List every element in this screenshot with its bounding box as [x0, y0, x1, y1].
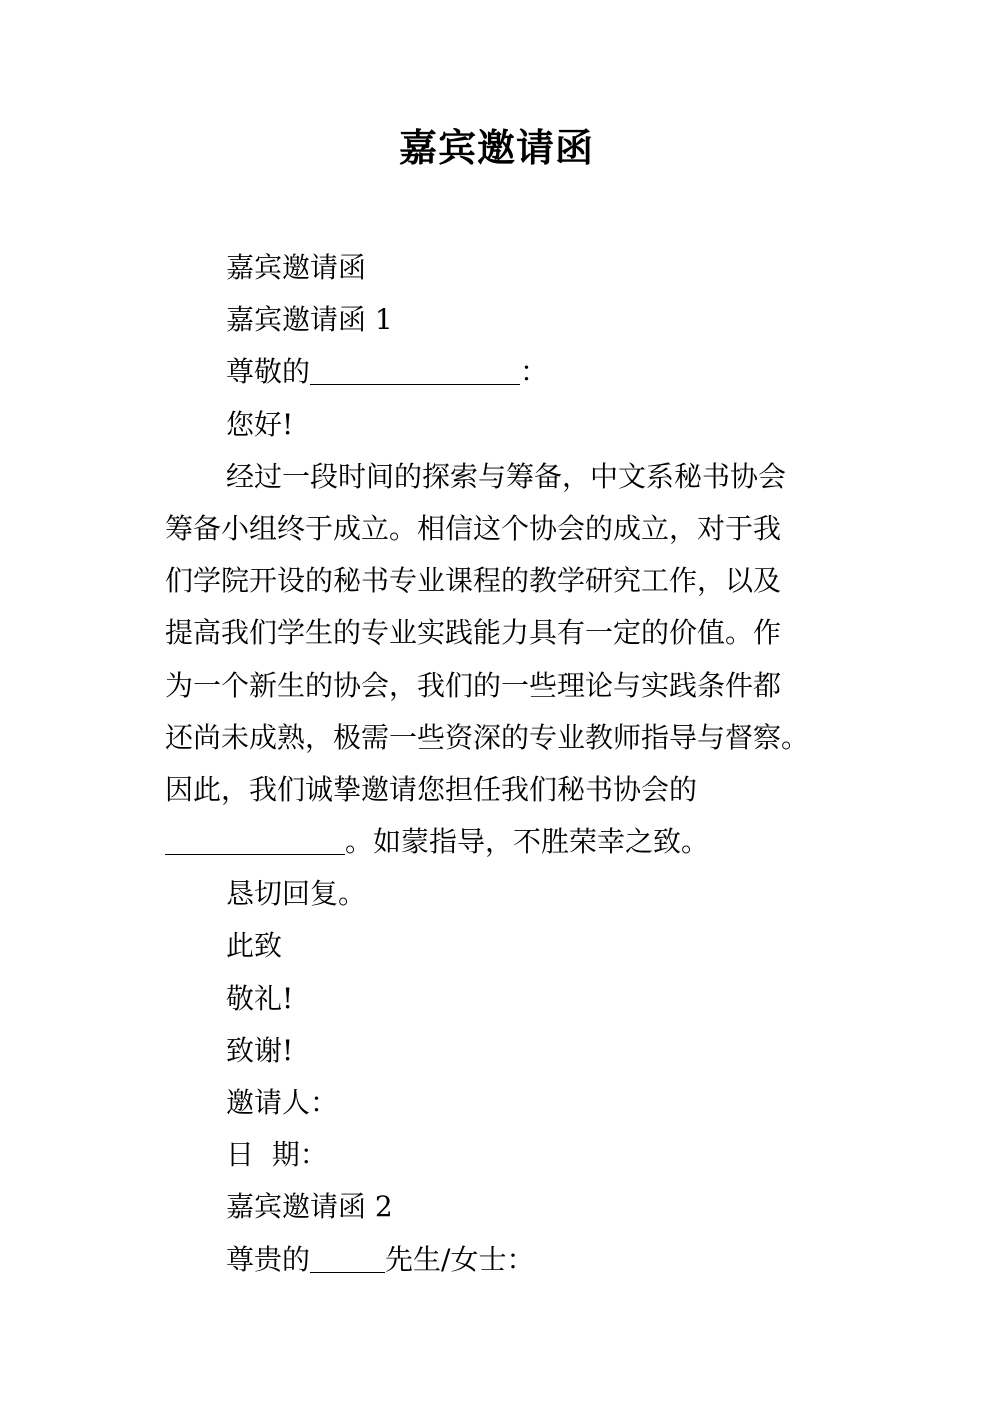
paragraph-line-8 [165, 816, 845, 868]
name-blank-2 [310, 1242, 385, 1273]
paragraph-line-4: 提高我们学生的专业实践能力具有一定的价值。作 [165, 616, 782, 650]
document-body [165, 242, 845, 1286]
closing-line-1: 此致 [226, 929, 283, 963]
reply-line: 恳切回复。 [226, 877, 367, 911]
paragraph-line-5: 为一个新生的协会，我们的一些理论与实践条件都 [165, 668, 782, 702]
date-line: 日 期： [226, 1138, 328, 1172]
salutation-line [165, 346, 845, 398]
position-blank [165, 824, 345, 855]
paragraph-line-6: 还尚未成熟，极需一些资深的专业教师指导与督察。 [165, 720, 810, 754]
paragraph-line-7: 因此，我们诚挚邀请您担任我们秘书协会的 [165, 772, 698, 806]
salutation-2-line [165, 1234, 845, 1286]
closing-line-2: 敬礼! [226, 981, 294, 1015]
paragraph-line-1: 经过一段时间的探索与筹备，中文系秘书协会 [226, 459, 787, 493]
subheading-2-line: 嘉宾邀请函 2 [226, 1190, 393, 1224]
document-title: 嘉宾邀请函 [398, 125, 594, 170]
subheading-1-line: 嘉宾邀请函 1 [226, 303, 393, 337]
inviter-line: 邀请人： [226, 1086, 339, 1119]
paragraph-line-3: 们学院开设的秘书专业课程的教学研究工作，以及 [165, 564, 782, 598]
salutation-suffix: ： [520, 355, 549, 389]
greeting-line: 您好! [226, 407, 294, 441]
closing-line-3: 致谢! [226, 1033, 294, 1067]
paragraph-line-8-suffix: 。如蒙指导，不胜荣幸之致。 [345, 825, 710, 859]
salutation-2-suffix: 先生/女士： [385, 1242, 535, 1276]
name-blank [310, 354, 520, 385]
heading-line: 嘉宾邀请函 [226, 251, 367, 284]
salutation-2-prefix: 尊贵的 [226, 1242, 311, 1276]
paragraph-line-2: 筹备小组终于成立。相信这个协会的成立，对于我 [165, 511, 782, 545]
salutation-prefix: 尊敬的 [226, 355, 311, 389]
